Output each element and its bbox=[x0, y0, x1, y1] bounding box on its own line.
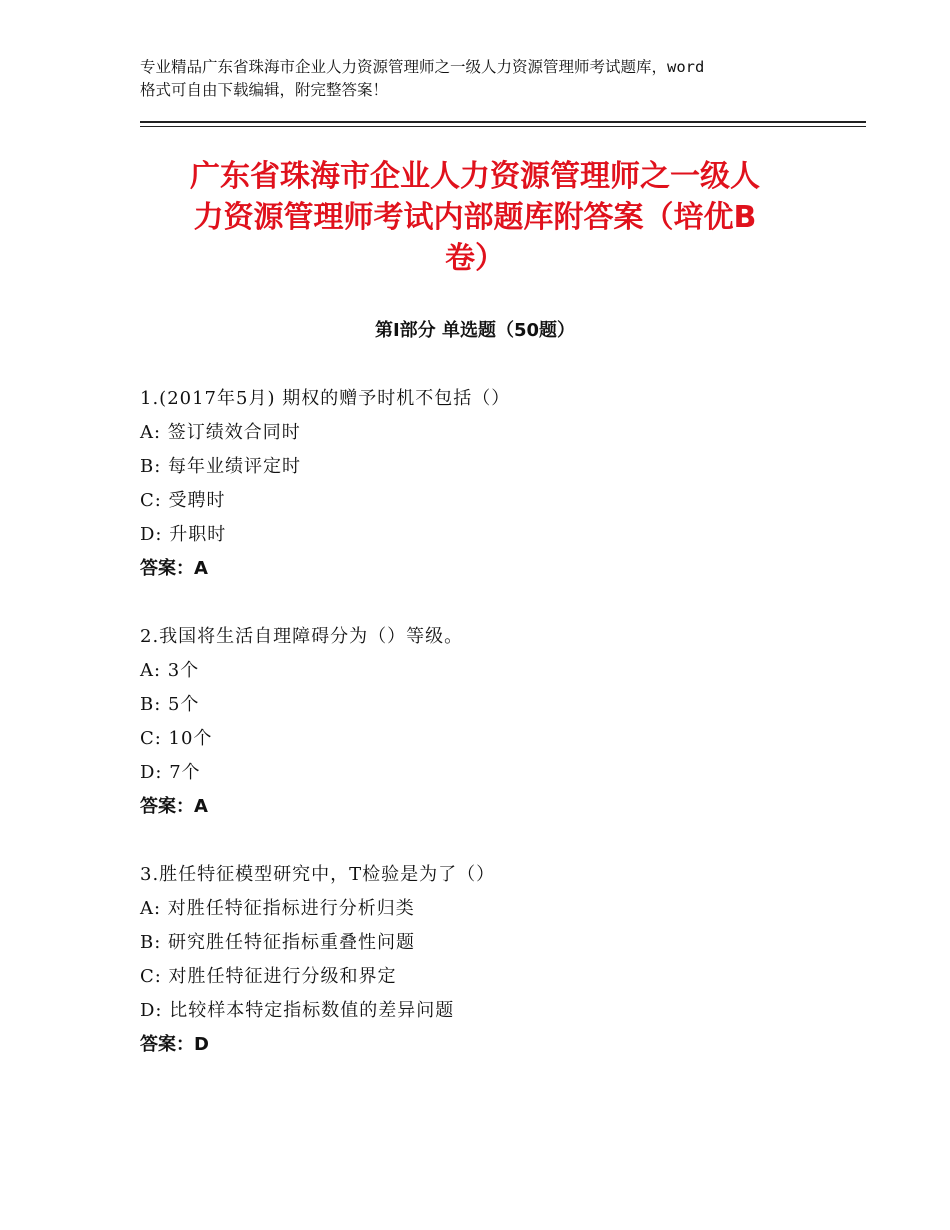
option-d: D: 升职时 bbox=[140, 524, 227, 545]
option-d: D: 比较样本特定指标数值的差异问题 bbox=[140, 1000, 455, 1021]
question-stem: 1.(2017年5月) 期权的赠予时机不包括（） bbox=[140, 388, 511, 409]
question-stem: 2.我国将生活自理障碍分为（）等级。 bbox=[140, 626, 464, 647]
option-a: A: 签订绩效合同时 bbox=[140, 422, 301, 443]
option-c: C: 10个 bbox=[140, 728, 213, 749]
option-d: D: 7个 bbox=[140, 762, 201, 783]
section-heading: 第Ⅰ部分 单选题（50题） bbox=[374, 320, 575, 341]
question-item bbox=[140, 858, 840, 1062]
option-b: B: 研究胜任特征指标重叠性问题 bbox=[140, 932, 416, 953]
title-line: 卷） bbox=[445, 241, 505, 276]
option-b: B: 每年业绩评定时 bbox=[140, 456, 302, 477]
document-title bbox=[120, 156, 830, 279]
header-note-line: 格式可自由下载编辑，附完整答案！ bbox=[140, 81, 389, 99]
question-item bbox=[140, 620, 840, 824]
title-line: 力资源管理师考试内部题库附答案（培优B bbox=[193, 200, 757, 235]
header-rule-thin bbox=[140, 126, 866, 127]
header-note-line: 专业精品广东省珠海市企业人力资源管理师之一级人力资源管理师考试题库，word bbox=[140, 58, 705, 76]
answer-line: 答案：A bbox=[140, 558, 208, 579]
question-stem: 3.胜任特征模型研究中，T检验是为了（） bbox=[140, 864, 496, 885]
header-note bbox=[140, 56, 830, 102]
question-item bbox=[140, 382, 840, 586]
question-list bbox=[140, 382, 840, 1096]
answer-line: 答案：D bbox=[140, 1034, 209, 1055]
option-a: A: 3个 bbox=[140, 660, 200, 681]
header-rule-thick bbox=[140, 121, 866, 123]
answer-line: 答案：A bbox=[140, 796, 208, 817]
option-b: B: 5个 bbox=[140, 694, 200, 715]
option-a: A: 对胜任特征指标进行分析归类 bbox=[140, 898, 415, 919]
title-line: 广东省珠海市企业人力资源管理师之一级人 bbox=[190, 159, 760, 194]
option-c: C: 对胜任特征进行分级和界定 bbox=[140, 966, 397, 987]
option-c: C: 受聘时 bbox=[140, 490, 226, 511]
